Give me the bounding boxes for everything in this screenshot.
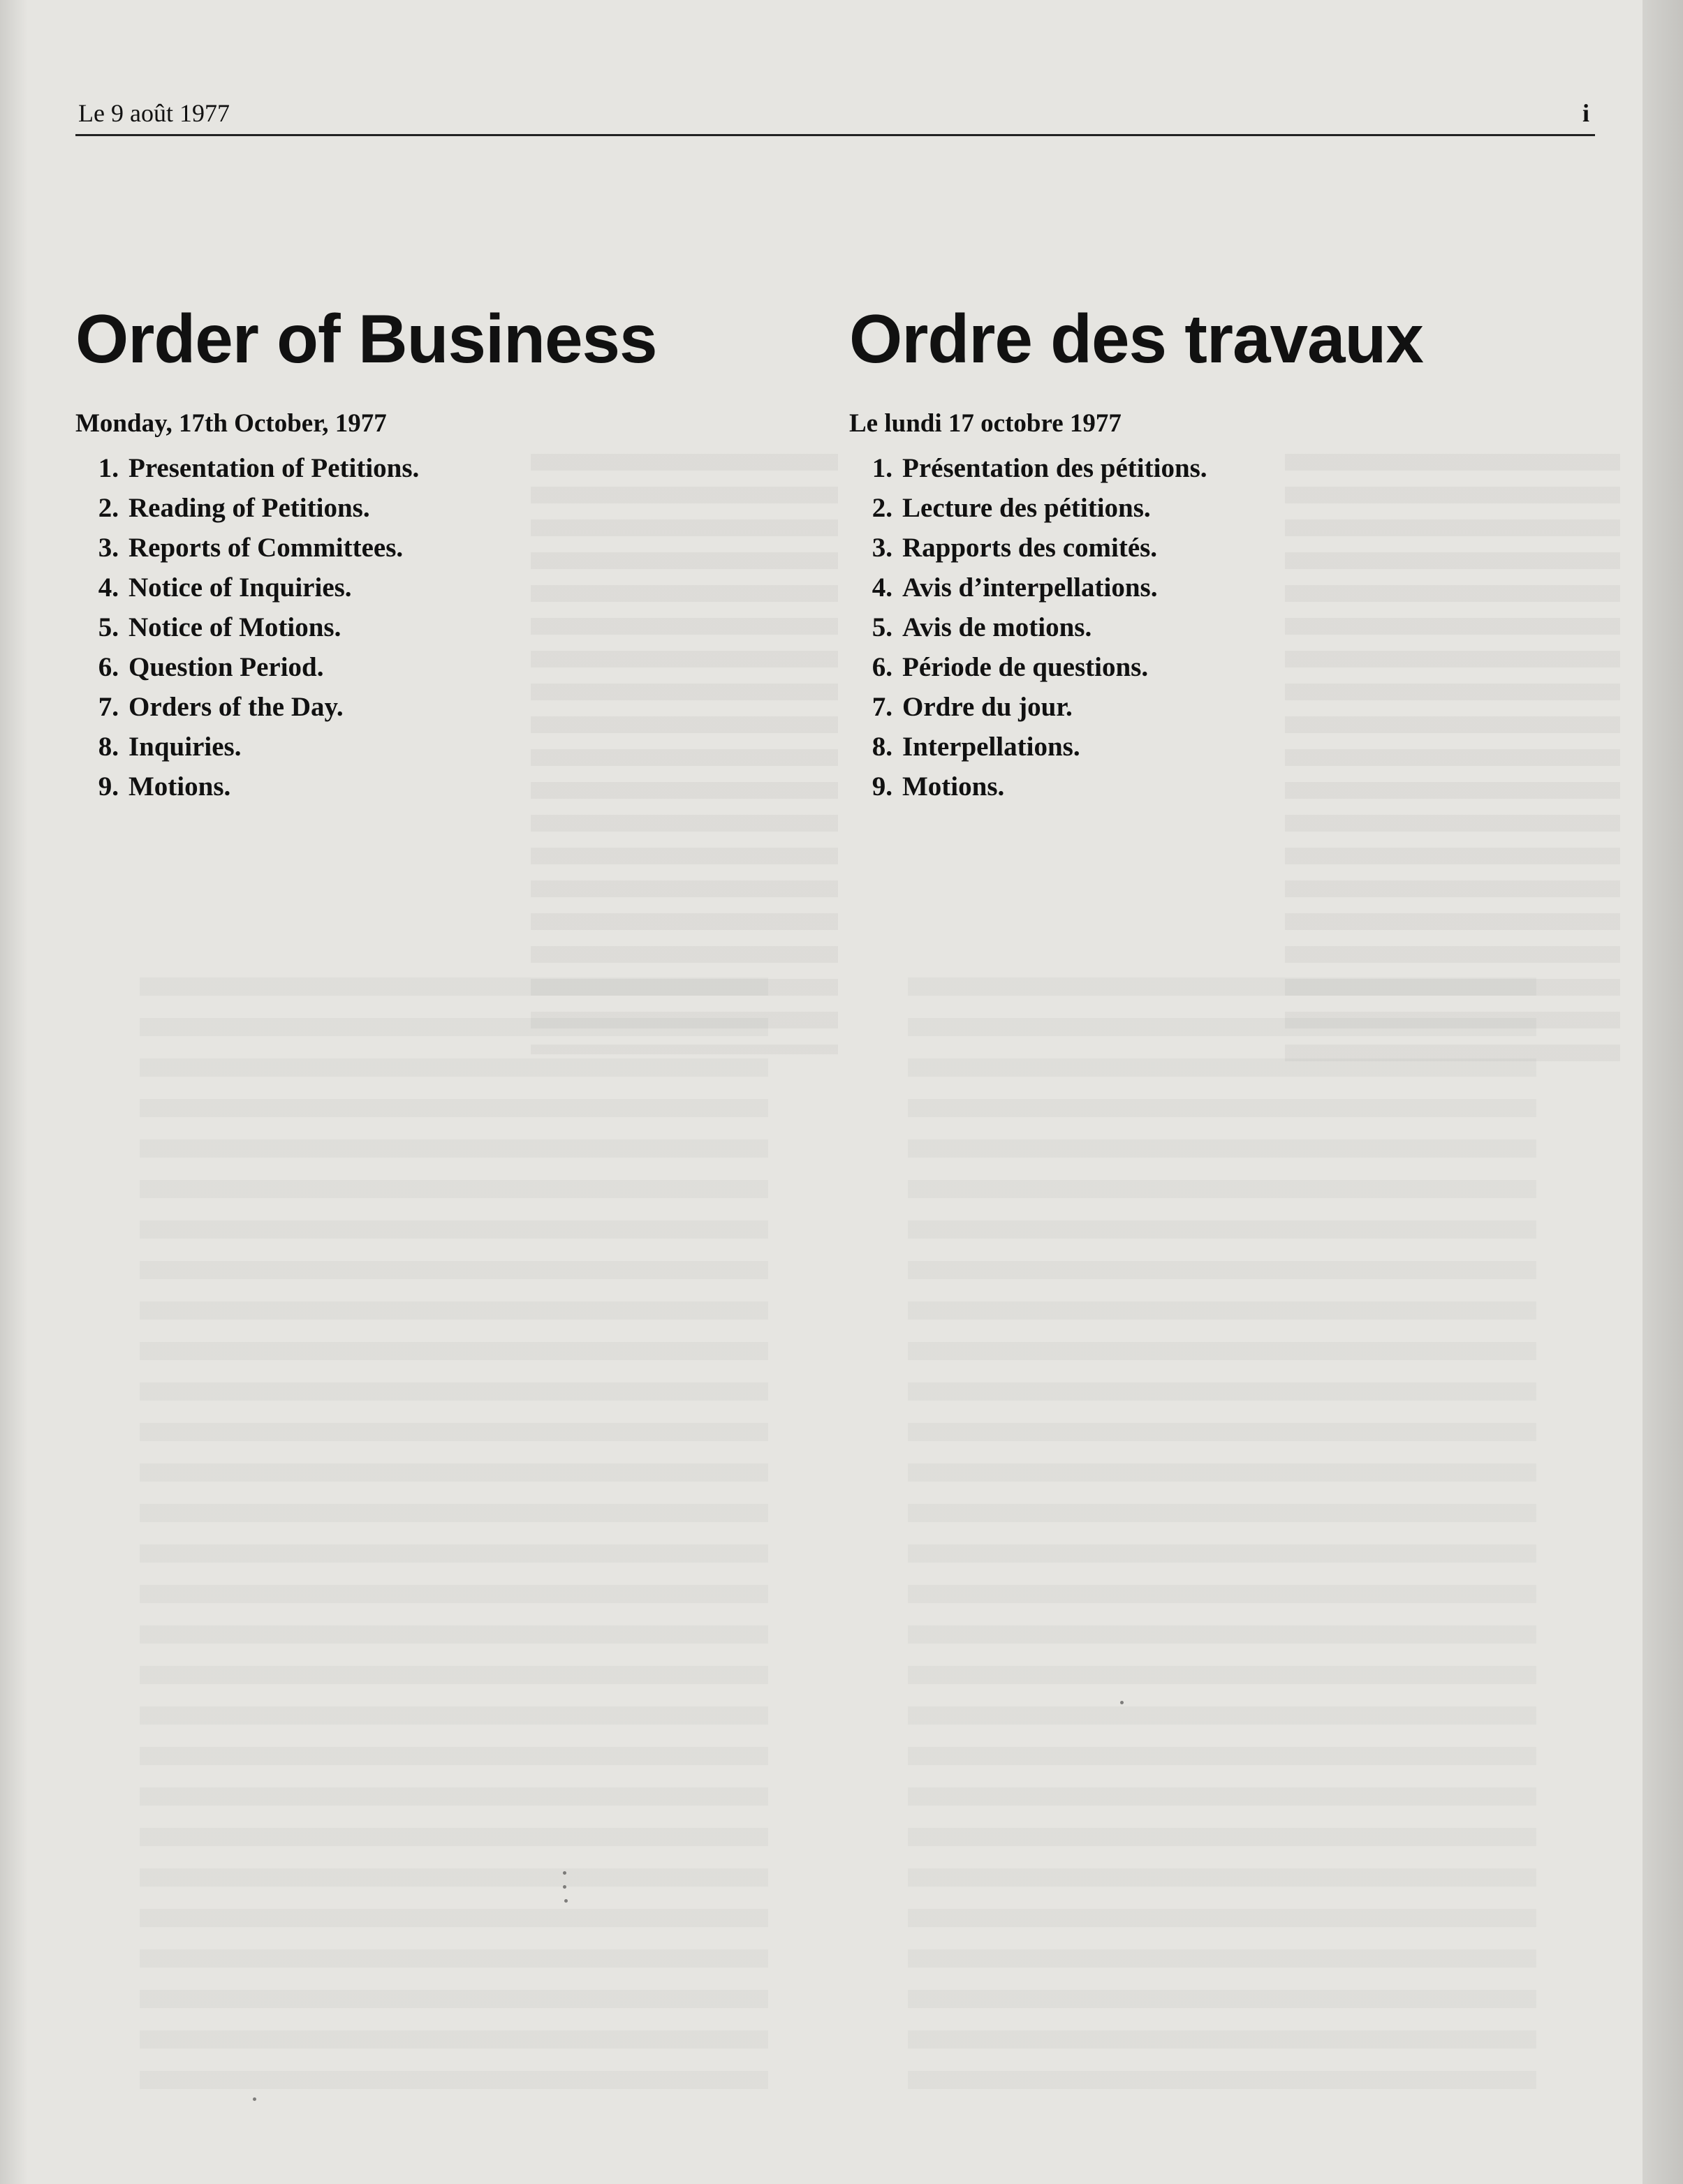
agenda-item: [75, 528, 816, 568]
item-number: 2.: [98, 493, 119, 523]
page-edge: [1642, 0, 1683, 2184]
agenda-item: [849, 687, 1589, 727]
item-label: Lecture des pétitions.: [902, 493, 1151, 523]
item-label: Période de questions.: [902, 652, 1149, 682]
item-label: Inquiries.: [128, 732, 242, 762]
agenda-item: [75, 448, 816, 488]
agenda-item: [75, 727, 816, 767]
item-label: Rapports des comités.: [902, 533, 1158, 563]
item-label: Question Period.: [128, 652, 324, 682]
french-title: Ordre des travaux: [849, 300, 1423, 377]
item-number: 1.: [872, 453, 892, 483]
item-label: Présentation des pétitions.: [902, 453, 1207, 483]
english-column: [75, 300, 816, 806]
item-label: Reports of Committees.: [128, 533, 404, 563]
agenda-item: [75, 488, 816, 528]
agenda-item: [849, 727, 1589, 767]
item-number: 9.: [872, 772, 892, 802]
item-number: 5.: [872, 612, 892, 642]
item-label: Ordre du jour.: [902, 692, 1073, 722]
item-label: Orders of the Day.: [128, 692, 344, 722]
item-label: Notice of Inquiries.: [128, 573, 352, 603]
french-agenda-list: [849, 448, 1589, 806]
agenda-item: [75, 568, 816, 607]
item-label: Avis d’interpellations.: [902, 573, 1158, 603]
running-header: [75, 98, 1595, 136]
page-number: i: [1582, 99, 1589, 127]
header-date: Le 9 août 1977: [78, 99, 230, 127]
agenda-item: [75, 647, 816, 687]
item-label: Presentation of Petitions.: [128, 453, 420, 483]
agenda-item: [849, 568, 1589, 607]
dust-speck: [253, 2097, 256, 2101]
item-number: 2.: [872, 493, 892, 523]
agenda-item: [849, 767, 1589, 806]
agenda-item: [75, 607, 816, 647]
item-number: 6.: [98, 652, 119, 682]
dust-speck: [564, 1899, 568, 1903]
agenda-item: [849, 607, 1589, 647]
agenda-item: [849, 528, 1589, 568]
item-label: Motions.: [902, 772, 1005, 802]
item-number: 3.: [872, 533, 892, 563]
item-number: 9.: [98, 772, 119, 802]
item-number: 1.: [98, 453, 119, 483]
agenda-item: [849, 448, 1589, 488]
item-label: Notice of Motions.: [128, 612, 341, 642]
item-number: 4.: [98, 573, 119, 603]
item-number: 7.: [872, 692, 892, 722]
item-number: 5.: [98, 612, 119, 642]
dust-speck: [563, 1885, 566, 1889]
show-through-bleed: [908, 977, 1536, 2095]
item-label: Motions.: [128, 772, 231, 802]
item-number: 4.: [872, 573, 892, 603]
dust-speck: [1120, 1701, 1124, 1704]
agenda-item: [849, 488, 1589, 528]
item-number: 6.: [872, 652, 892, 682]
dust-speck: [563, 1871, 566, 1875]
item-number: 7.: [98, 692, 119, 722]
item-label: Avis de motions.: [902, 612, 1092, 642]
item-number: 8.: [872, 732, 892, 762]
english-title: Order of Business: [75, 300, 657, 377]
english-agenda-list: [75, 448, 816, 806]
agenda-item: [75, 767, 816, 806]
fold-shadow: [0, 0, 28, 2184]
french-column: [849, 300, 1589, 806]
agenda-item: [849, 647, 1589, 687]
item-number: 3.: [98, 533, 119, 563]
agenda-item: [75, 687, 816, 727]
english-date: Monday, 17th October, 1977: [75, 409, 387, 438]
show-through-bleed: [140, 977, 768, 2095]
item-label: Reading of Petitions.: [128, 493, 370, 523]
item-label: Interpellations.: [902, 732, 1080, 762]
item-number: 8.: [98, 732, 119, 762]
french-date: Le lundi 17 octobre 1977: [849, 409, 1122, 438]
